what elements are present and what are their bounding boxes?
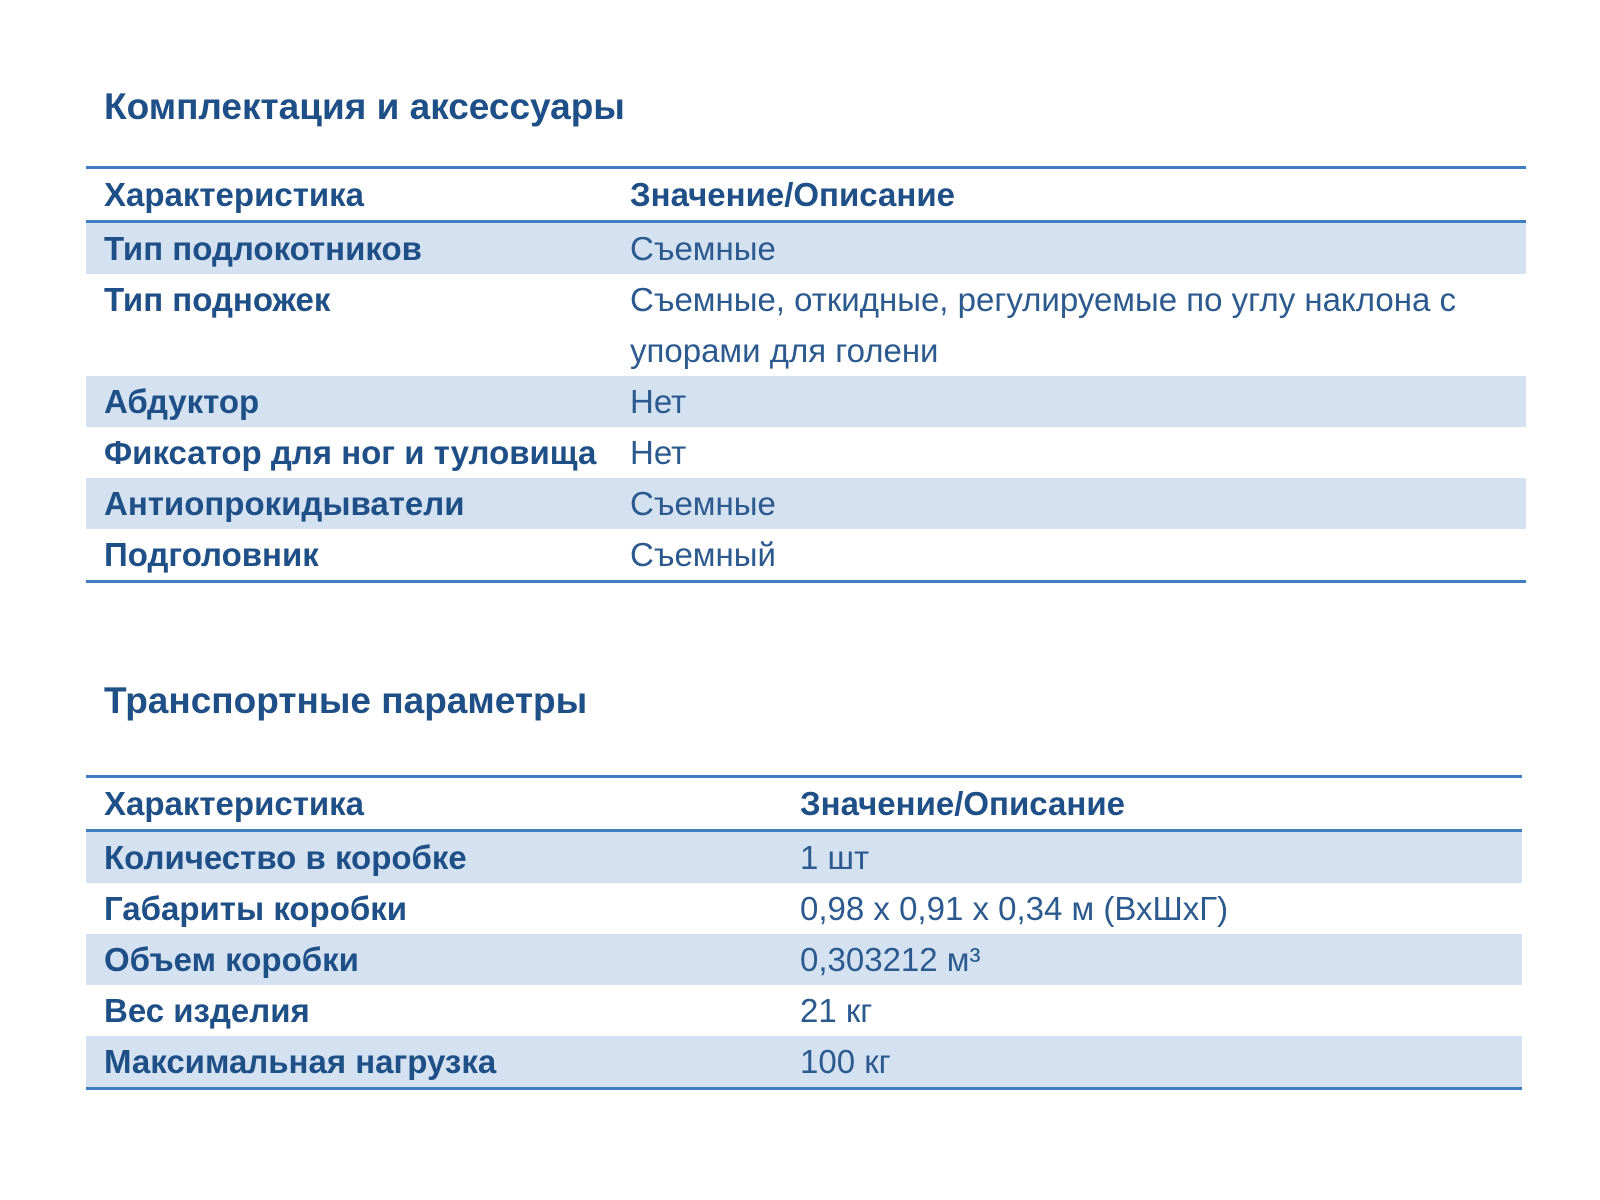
row-characteristic: Максимальная нагрузка [104, 1043, 497, 1080]
row-characteristic: Абдуктор [104, 383, 260, 420]
table-row [86, 478, 1526, 529]
row-value: 0,98 х 0,91 х 0,34 м (ВхШхГ) [800, 890, 1229, 927]
column-header-value: Значение/Описание [800, 785, 1125, 822]
row-value: 0,303212 м³ [800, 941, 981, 978]
row-value: Нет [630, 383, 687, 420]
table-row [86, 883, 1522, 934]
table-header-row [86, 169, 1526, 223]
column-header-characteristic: Характеристика [104, 785, 365, 822]
row-value: 1 шт [800, 839, 870, 876]
table-header-row [86, 778, 1522, 832]
equipment-table [86, 166, 1526, 583]
section-title-transport: Транспортные параметры [104, 680, 588, 721]
table-row [86, 427, 1526, 478]
row-characteristic: Антиопрокидыватели [104, 485, 465, 522]
row-characteristic: Количество в коробке [104, 839, 467, 876]
transport-table [86, 775, 1522, 1090]
row-characteristic: Тип подлокотников [104, 230, 422, 267]
row-characteristic: Габариты коробки [104, 890, 408, 927]
row-value: Съемный [630, 536, 776, 573]
table-row [86, 223, 1526, 274]
row-value: Съемные, откидные, регулируемые по углу наклона с упорами для голени [630, 281, 1456, 369]
table-row [86, 985, 1522, 1036]
table-row [86, 832, 1522, 883]
table-row [86, 934, 1522, 985]
row-value: Съемные [630, 230, 776, 267]
table-row [86, 1036, 1522, 1087]
row-characteristic: Тип подножек [104, 281, 331, 318]
table-row [86, 376, 1526, 427]
row-characteristic: Объем коробки [104, 941, 359, 978]
row-characteristic: Подголовник [104, 536, 319, 573]
column-header-characteristic: Характеристика [104, 176, 365, 213]
row-value: Съемные [630, 485, 776, 522]
row-characteristic: Вес изделия [104, 992, 310, 1029]
row-value: 100 кг [800, 1043, 891, 1080]
table-row [86, 274, 1526, 376]
column-header-value: Значение/Описание [630, 176, 955, 213]
section-title-equipment: Комплектация и аксессуары [104, 86, 625, 127]
table-row [86, 529, 1526, 580]
row-value: Нет [630, 434, 687, 471]
row-value: 21 кг [800, 992, 873, 1029]
row-characteristic: Фиксатор для ног и туловища [104, 434, 597, 471]
